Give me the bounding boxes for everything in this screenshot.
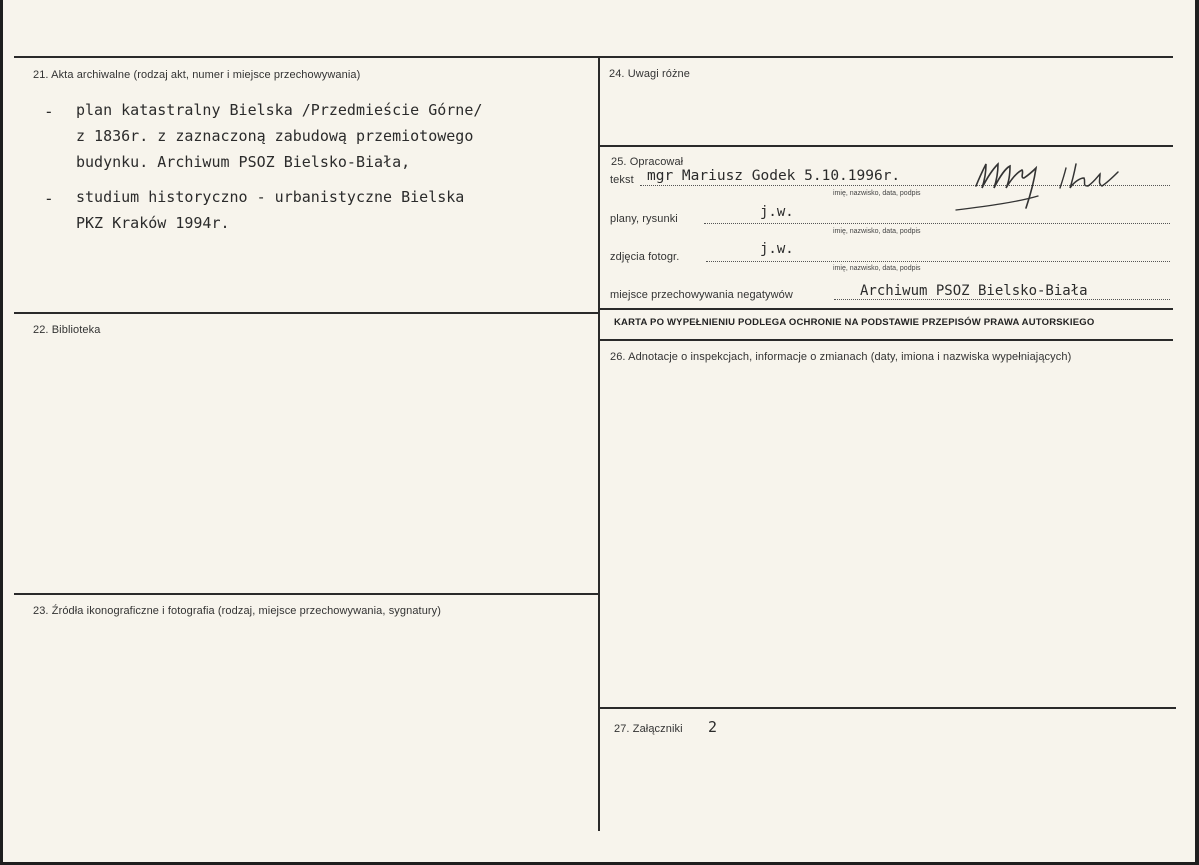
section-21-title: 21. Akta archiwalne (rodzaj akt, numer i miejsce przechowywania)	[33, 69, 361, 81]
miejsce-label: miejsce przechowywania negatywów	[610, 289, 793, 301]
zdjecia-label: zdjęcia fotogr.	[610, 251, 680, 263]
bullet-1: -	[44, 102, 54, 121]
rule-21-22	[14, 312, 599, 314]
archive-item-1-line-1: plan katastralny Bielska /Przedmieście Górne/	[76, 101, 483, 119]
zdjecia-value: j.w.	[760, 241, 794, 257]
zdjecia-caption: imię, nazwisko, data, podpis	[833, 265, 921, 272]
plany-caption: imię, nazwisko, data, podpis	[833, 228, 921, 235]
top-rule	[14, 56, 1173, 58]
section-22-title: 22. Biblioteka	[33, 324, 101, 336]
bullet-2: -	[44, 189, 54, 208]
miejsce-dotted-line	[834, 299, 1170, 300]
section-24-title: 24. Uwagi różne	[609, 68, 690, 80]
rule-24-25	[599, 145, 1173, 147]
plany-label: plany, rysunki	[610, 213, 678, 225]
tekst-value: mgr Mariusz Godek 5.10.1996r.	[647, 168, 901, 184]
scan-edge-right	[1195, 0, 1199, 865]
copyright-notice: KARTA PO WYPEŁNIENIU PODLEGA OCHRONIE NA PODSTAWIE PRZEPISÓW PRAWA AUTORSKIEGO	[614, 317, 1095, 328]
archive-item-1-line-3: budynku. Archiwum PSOZ Bielsko-Biała,	[76, 153, 411, 171]
handwritten-signature-icon	[948, 156, 1128, 216]
archive-item-1-line-2: z 1836r. z zaznaczoną zabudową przemiotowego	[76, 127, 474, 145]
plany-dotted-line	[704, 223, 1170, 224]
section-26-title: 26. Adnotacje o inspekcjach, informacje o zmianach (daty, imiona i nazwiska wypełniających)	[610, 351, 1072, 363]
plany-value: j.w.	[760, 204, 794, 220]
tekst-caption: imię, nazwisko, data, podpis	[833, 190, 921, 197]
section-23-title: 23. Źródła ikonograficzne i fotografia (rodzaj, miejsce przechowywania, sygnatury)	[33, 605, 442, 617]
section-27-title: 27. Załączniki	[614, 723, 683, 735]
section-25-title: 25. Opracował	[611, 156, 684, 168]
rule-26-27	[599, 707, 1176, 709]
rule-25-26	[599, 339, 1173, 341]
archive-item-2-line-2: PKZ Kraków 1994r.	[76, 214, 230, 232]
center-divider	[598, 57, 600, 831]
attachments-count: 2	[708, 718, 718, 736]
zdjecia-dotted-line	[706, 261, 1170, 262]
scan-edge-left	[0, 0, 3, 865]
rule-22-23	[14, 593, 599, 595]
rule-25-notice	[599, 308, 1173, 310]
archive-item-2-line-1: studium historyczno - urbanistyczne Bielska	[76, 188, 465, 206]
miejsce-value: Archiwum PSOZ Bielsko-Biała	[860, 283, 1088, 299]
tekst-label: tekst	[610, 174, 634, 186]
